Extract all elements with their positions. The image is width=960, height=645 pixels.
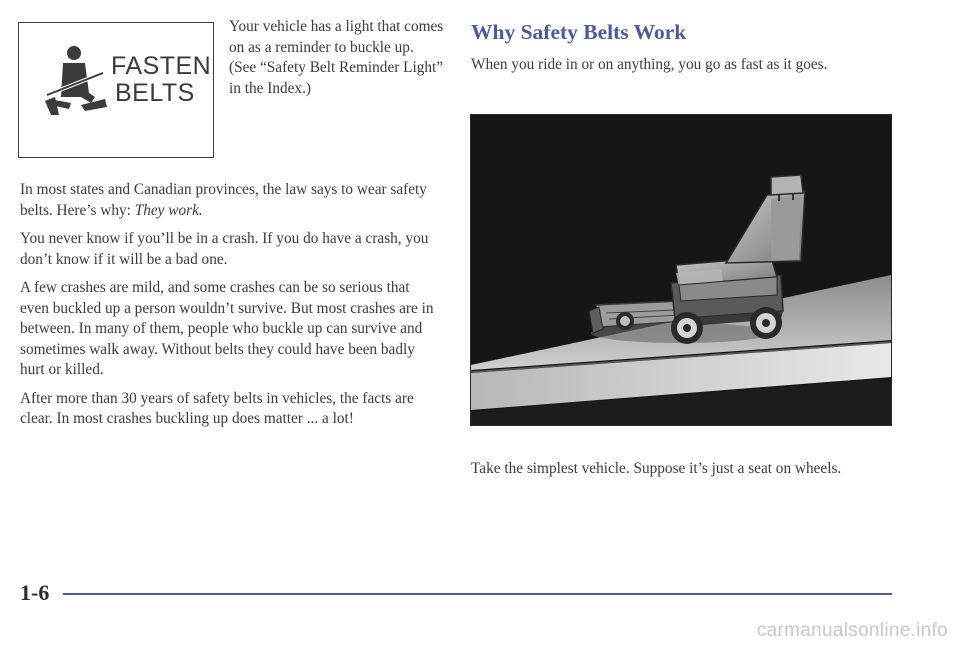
figure-caption: Take the simplest vehicle. Suppose it’s just a seat on wheels. bbox=[471, 460, 842, 477]
section-intro: When you ride in or on anything, you go as fast as it goes. bbox=[471, 56, 828, 73]
paragraph-severity: A few crashes are mild, and some crashes can be so serious that even buckled up a person wouldn’t survive. But most crashes are in between. In many of them, people who buckle up can survive and sometimes walk away. Without belts they could have been badly hurt or killed. bbox=[20, 279, 434, 378]
paragraph-law bbox=[20, 180, 440, 221]
footer-rule bbox=[63, 593, 892, 595]
page-number: 1-6 bbox=[20, 580, 50, 605]
paragraph-crash: You never know if you’ll be in a crash. If you do have a crash, you don’t know if it will be a bad one. bbox=[20, 230, 429, 268]
reminder-light-note: Your vehicle has a light that comes on as a reminder to buckle up. (See “Safety Belt Reminder Light” in the Index.) bbox=[229, 18, 444, 97]
section-title: Why Safety Belts Work bbox=[471, 20, 687, 44]
left-column bbox=[20, 180, 440, 438]
paragraph-facts: After more than 30 years of safety belts in vehicles, the facts are clear. In most crashes buckling up does matter ... a lot! bbox=[20, 389, 414, 427]
fasten-label: FASTEN bbox=[111, 52, 212, 80]
they-work-emphasis: They work. bbox=[134, 201, 203, 219]
watermark: carmanualsonline.info bbox=[756, 620, 948, 641]
seat-on-wheels-drawing bbox=[471, 115, 891, 425]
paragraph-law-text: In most states and Canadian provinces, the law says to wear safety belts. Here’s why: bbox=[20, 181, 427, 219]
seatbelt-person-icon bbox=[41, 43, 111, 123]
fasten-belts-indicator bbox=[18, 22, 214, 158]
belts-label: BELTS bbox=[115, 79, 195, 107]
seat-on-wheels-illustration bbox=[470, 114, 892, 426]
